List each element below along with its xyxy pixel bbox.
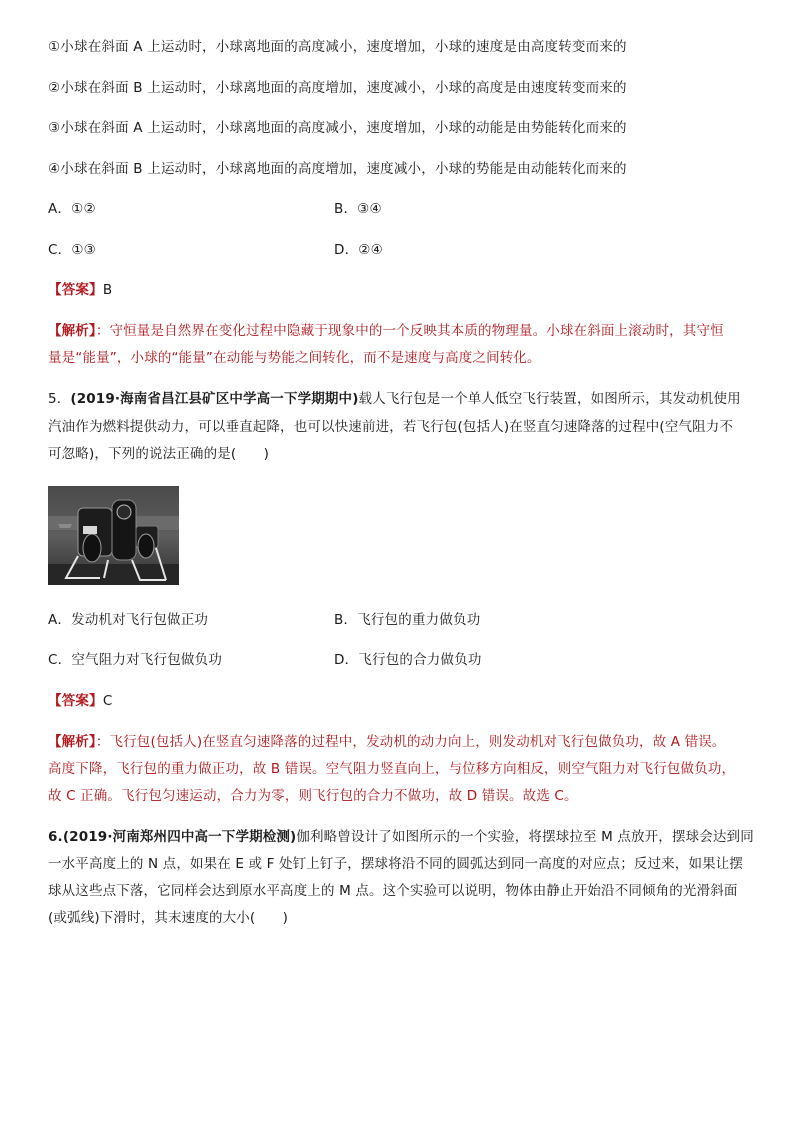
q5-answer-label: 【答案】 <box>48 693 103 709</box>
q5-analysis-text-2: 高度下降，飞行包的重力做正功，故 B 错误。空气阻力竖直向上，与位移方向相反，则空气阻力对飞行包做负功， <box>48 761 736 777</box>
statement-3: ③小球在斜面 A 上运动时，小球离地面的高度减小，速度增加，小球的动能是由势能转化而来的 <box>48 120 627 136</box>
jetpack-photo <box>48 486 179 585</box>
q5-option-d: D．飞行包的合力做负功 <box>334 652 482 668</box>
q4-option-c: C．①③ <box>48 242 96 258</box>
q4-option-a: A．①② <box>48 201 96 217</box>
q6-stem-line-2: 一水平高度上的 N 点，如果在 E 或 F 处钉上钉子，摆球将沿不同的圆弧达到同一高度的对应点；反过来，如果让摆 <box>48 856 744 872</box>
q5-stem-line-1 <box>48 390 756 408</box>
q5-analysis-line-1 <box>48 733 756 751</box>
statement-2: ②小球在斜面 B 上运动时，小球离地面的高度增加，速度减小，小球的高度是由速度转变而来的 <box>48 80 627 96</box>
jetpack-illustration <box>48 486 179 585</box>
q4-analysis-text-1: ：守恒量是自然界在变化过程中隐藏于现象中的一个反映其本质的物理量。小球在斜面上滚动时，其守恒 <box>95 323 724 339</box>
statement-1: ①小球在斜面 A 上运动时，小球离地面的高度减小，速度增加，小球的速度是由高度转变而来的 <box>48 39 627 55</box>
q5-option-b: B．飞行包的重力做负功 <box>334 612 481 628</box>
q4-analysis-label: 【解析】 <box>48 323 96 339</box>
q4-answer <box>48 281 112 299</box>
q6-stem-text-1: 伽利略曾设计了如图所示的一个实验，将摆球拉至 M 点放开，摆球会达到同 <box>296 829 754 845</box>
q4-answer-value: B <box>102 282 113 298</box>
q6-number: 6. <box>48 829 63 845</box>
q4-answer-label: 【答案】 <box>48 282 103 298</box>
q5-analysis-text-3: 故 C 正确。飞行包匀速运动，合力为零，则飞行包的合力不做功，故 D 错误。故选 C。 <box>48 788 578 804</box>
q4-option-d: D．②④ <box>334 242 383 258</box>
q5-option-a: A．发动机对飞行包做正功 <box>48 612 209 628</box>
q6-stem-line-3: 球从这些点下落，它同样会达到原水平高度上的 M 点。这个实验可以说明，物体由静止开始沿不同倾角的光滑斜面 <box>48 883 738 899</box>
q5-source: (2019·海南省昌江县矿区中学高一下学期期中) <box>70 391 359 407</box>
q5-stem-line-3: 可忽略)，下列的说法正确的是( ) <box>48 446 269 462</box>
q5-analysis-text-1: ：飞行包(包括人)在竖直匀速降落的过程中，发动机的动力向上，则发动机对飞行包做负功，故 A 错误。 <box>95 734 726 750</box>
q5-analysis-label: 【解析】 <box>48 734 96 750</box>
q6-stem-line-1 <box>48 828 756 846</box>
q5-stem-text-1: 载人飞行包是一个单人低空飞行装置，如图所示，其发动机使用 <box>358 391 741 407</box>
q5-analysis-line-2 <box>48 760 756 778</box>
q5-option-c: C．空气阻力对飞行包做负功 <box>48 652 223 668</box>
q6-source: (2019·河南郑州四中高一下学期检测) <box>62 829 297 845</box>
statement-4: ④小球在斜面 B 上运动时，小球离地面的高度增加，速度减小，小球的势能是由动能转化而来的 <box>48 161 627 177</box>
q5-answer-value: C <box>102 693 113 709</box>
q5-analysis-line-3 <box>48 787 756 805</box>
q5-answer <box>48 692 112 710</box>
q4-analysis-line-2 <box>48 349 756 367</box>
q5-number: 5． <box>48 391 71 407</box>
q6-stem-line-4: (或弧线)下滑时，其末速度的大小( ) <box>48 910 289 926</box>
q4-option-b: B．③④ <box>334 201 382 217</box>
q5-stem-line-2: 汽油作为燃料提供动力，可以垂直起降，也可以快速前进，若飞行包(包括人)在竖直匀速降落的过程中(空气阻力不 <box>48 419 734 435</box>
q4-analysis-text-2: 量是“能量”，小球的“能量”在动能与势能之间转化，而不是速度与高度之间转化。 <box>48 350 541 366</box>
q4-analysis-line-1 <box>48 322 756 340</box>
